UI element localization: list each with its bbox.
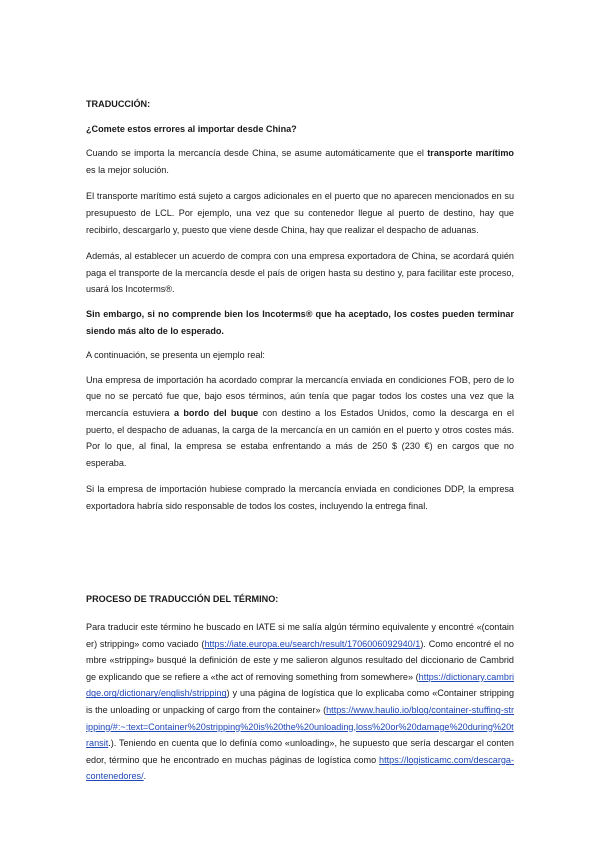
paragraph-1-bold: transporte marítimo: [427, 148, 514, 159]
article-title: ¿Comete estos errores al importar desde China?: [86, 123, 297, 134]
process-heading: PROCESO DE TRADUCCIÓN DEL TÉRMINO:: [86, 594, 279, 605]
paragraph-2: El transporte marítimo está sujeto a cargos adicionales en el puerto que no aparecen mencionados en su presupuesto de LCL. Por ejemplo, una vez que su contenedor llegue al puerto de destino, hay que recibirlo, descargarlo y, puesto que viene desde China, hay que realizar el despacho de aduanas.: [86, 191, 514, 235]
paragraph-1-text: Cuando se importa la mercancía desde China, se asume automáticamente que el: [86, 148, 428, 159]
paragraph-4-bold: Sin embargo, si no comprende bien los Incoterms® que ha aceptado, los costes pueden terminar siendo más alto de lo esperado.: [86, 308, 514, 336]
paragraph-6: [86, 372, 514, 472]
paragraph-7: Si la empresa de importación hubiese comprado la mercancía enviada en condiciones DDP, la empresa exportadora habría sido responsable de todos los costes, incluyendo la entrega final.: [86, 484, 514, 511]
process-paragraph: [86, 619, 514, 785]
paragraph-6-text: Una empresa de importación ha acordado comprar la mercancía enviada en condiciones FOB, pero de lo que no se percató fue que, bajo esos términos, aún tenía que pagar todos los costes una vez que la mercancía estuviera: [86, 374, 514, 418]
paragraph-3: Además, al establecer un acuerdo de compra con una empresa exportadora de China, se acordará quién paga el transporte de la mercancía desde el país de origen hasta su destino y, para facilitar este proceso, usará los Incoterms®.: [86, 251, 514, 295]
process-text-1: Para traducir este término he buscado en IATE si me salía algún término equivalente y encontré «(container) stripping» como vaciado (: [86, 622, 514, 649]
paragraph-1: [86, 145, 514, 178]
process-text-4: .). Teniendo en cuenta que lo definía como «unloading», he supuesto que sería descargar el contenedor, término que he encontrado en muchas páginas de logística como: [86, 738, 514, 765]
document-body: [86, 96, 514, 785]
logisticamc-link[interactable]: https://logisticamc.com/descarga-contenedores/: [86, 754, 514, 782]
iate-link[interactable]: https://iate.europa.eu/search/result/1706006092940/1: [204, 638, 421, 649]
paragraph-6-text-end: con destino a los Estados Unidos, como la descarga en el puerto, el despacho de aduanas, la carga de la mercancía en un camión en el puerto y otros costes más. Por lo que, al final, la empresa se estaba enfrentando a más de 250 $ (230 €) en cargos que no esperaba.: [86, 407, 515, 468]
paragraph-5: A continuación, se presenta un ejemplo real:: [86, 350, 265, 361]
paragraph-6-bold: a bordo del buque: [174, 407, 259, 418]
paragraph-1-text-end: es la mejor solución.: [86, 164, 169, 175]
cambridge-link[interactable]: https://dictionary.cambridge.org/dictionary/english/stripping: [86, 671, 514, 699]
haulio-link[interactable]: https://www.haulio.io/blog/container-stuffing-stripping/#:~:text=Container%20stripping%20is%20the%20unloading,loss%20or%20damage%20during%20transit: [86, 705, 514, 749]
process-text-5: .: [143, 771, 147, 782]
process-text-2: ). Como encontré el nombre «stripping» busqué la definición de este y me salieron algunos resultado del diccionario de Cambridge explicando que se refiere a «the act of removing something from somewhere» (: [86, 638, 514, 682]
translation-heading: TRADUCCIÓN:: [86, 99, 151, 109]
process-text-3: ) y una página de logística que lo explicaba como «Container stripping is the unloading or unpacking of cargo from the container» (: [86, 688, 514, 716]
